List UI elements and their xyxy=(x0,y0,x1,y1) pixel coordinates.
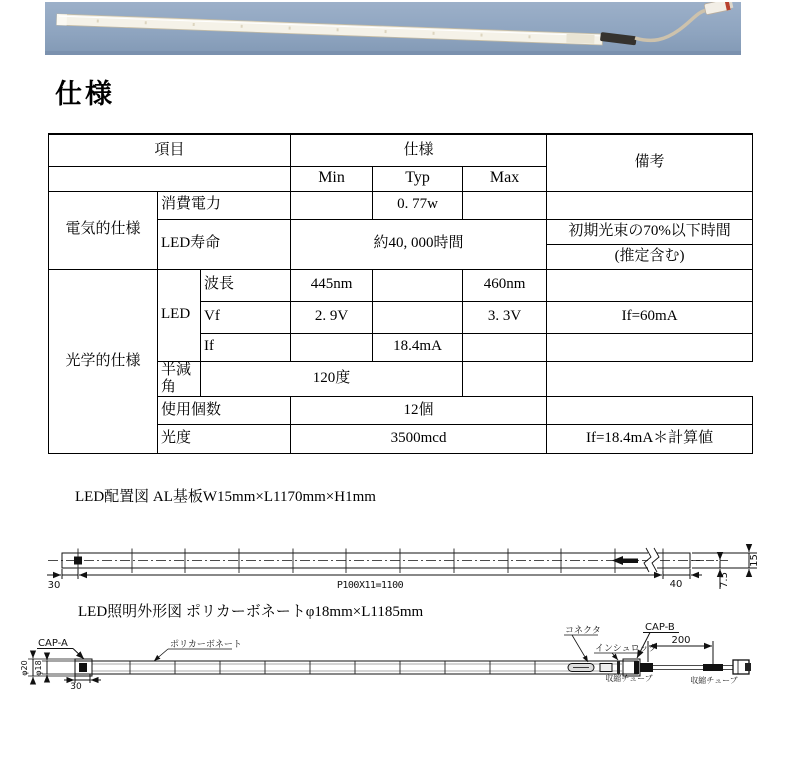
page-title: 仕様 xyxy=(55,79,115,109)
header-min: Min xyxy=(291,166,373,191)
empty-cell xyxy=(49,166,291,191)
cap-b-label: CAP-B xyxy=(645,622,675,633)
empty-cell xyxy=(373,301,463,333)
header-max: Max xyxy=(463,166,547,191)
empty-cell xyxy=(547,191,753,219)
header-typ: Typ xyxy=(373,166,463,191)
led-layout-diagram xyxy=(0,535,800,610)
layout-diagram-caption: LED配置図 AL基板W15mm×L1170mm×H1mm xyxy=(75,489,376,505)
dim-pitch: P100X11=1100 xyxy=(336,580,404,591)
dia18-label: φ18 xyxy=(34,660,43,676)
header-remarks: 備考 xyxy=(547,134,753,191)
dim-board-half-width: 7.5 xyxy=(719,572,730,588)
dim-left-offset: 30 xyxy=(47,580,61,591)
vf-max: 3. 3V xyxy=(463,301,547,333)
outline-diagram-caption: LED照明外形図 ポリカーボネートφ18mm×L1185mm xyxy=(78,604,424,620)
row-count-label: 使用個数 xyxy=(158,397,291,425)
header-spec: 仕様 xyxy=(291,134,547,166)
wavelength-min: 445nm xyxy=(291,269,373,301)
row-power-label: 消費電力 xyxy=(158,191,291,219)
if-typ: 18.4mA xyxy=(373,333,463,361)
empty-cell xyxy=(547,333,753,361)
dia20-label: φ20 xyxy=(20,660,29,676)
row-intensity-label: 光度 xyxy=(158,425,291,454)
header-item: 項目 xyxy=(49,134,291,166)
row-vf-label: Vf xyxy=(201,301,291,333)
vf-remark: If=60mA xyxy=(547,301,753,333)
wavelength-max: 460nm xyxy=(463,269,547,301)
dim-right-offset: 40 xyxy=(669,579,683,590)
empty-cell xyxy=(291,191,373,219)
intensity-value: 3500mcd xyxy=(291,425,547,454)
cable-tie xyxy=(617,661,620,674)
cap-a-label: CAP-A xyxy=(38,638,68,649)
dim-wire-length: 200 xyxy=(671,635,691,646)
dim-board-width: 15 xyxy=(749,554,760,567)
empty-cell xyxy=(463,361,547,397)
insulok-label: インシュロック xyxy=(595,644,658,654)
shrink-tube-left xyxy=(640,663,653,672)
connector-label: コネクタ xyxy=(565,626,601,636)
tube-segment-ticks xyxy=(130,661,535,674)
life-remark-1: 初期光束の70%以下時間 xyxy=(547,219,753,244)
spec-table xyxy=(48,133,753,454)
led-group-label: LED xyxy=(158,269,201,361)
power-typ: 0. 77w xyxy=(373,191,463,219)
empty-cell xyxy=(291,333,373,361)
life-value: 約40, 000時間 xyxy=(291,219,547,269)
intensity-remark: If=18.4mA＊計算値 xyxy=(547,425,753,454)
first-led xyxy=(74,557,82,565)
half-angle-value: 120度 xyxy=(201,361,463,397)
polycarbonate-label: ポリカーボネート xyxy=(170,640,242,650)
group-optical: 光学的仕様 xyxy=(49,269,158,454)
row-wavelength-label: 波長 xyxy=(201,269,291,301)
empty-cell xyxy=(547,269,753,301)
shrink-tube-right xyxy=(703,664,723,671)
led-outline-diagram xyxy=(0,618,800,730)
empty-cell xyxy=(463,191,547,219)
row-if-label: If xyxy=(201,333,291,361)
vf-min: 2. 9V xyxy=(291,301,373,333)
row-life-label: LED寿命 xyxy=(158,219,291,269)
dim-cap-offset: 30 xyxy=(70,682,82,692)
life-remark-2: (推定含む) xyxy=(547,244,753,269)
count-value: 12個 xyxy=(291,397,547,425)
group-electrical: 電気的仕様 xyxy=(49,191,158,269)
shrink-tube-right-label: 収縮チューブ xyxy=(690,676,738,685)
shrink-tube-left-label: 収縮チューブ xyxy=(605,674,653,683)
wire-exit-arrow xyxy=(612,556,623,565)
row-half-angle-label: 半減角 xyxy=(158,361,201,397)
empty-cell xyxy=(463,333,547,361)
polycarbonate-tube xyxy=(75,661,638,674)
led-bar-photo xyxy=(45,2,741,55)
empty-cell xyxy=(547,397,753,425)
empty-cell xyxy=(373,269,463,301)
